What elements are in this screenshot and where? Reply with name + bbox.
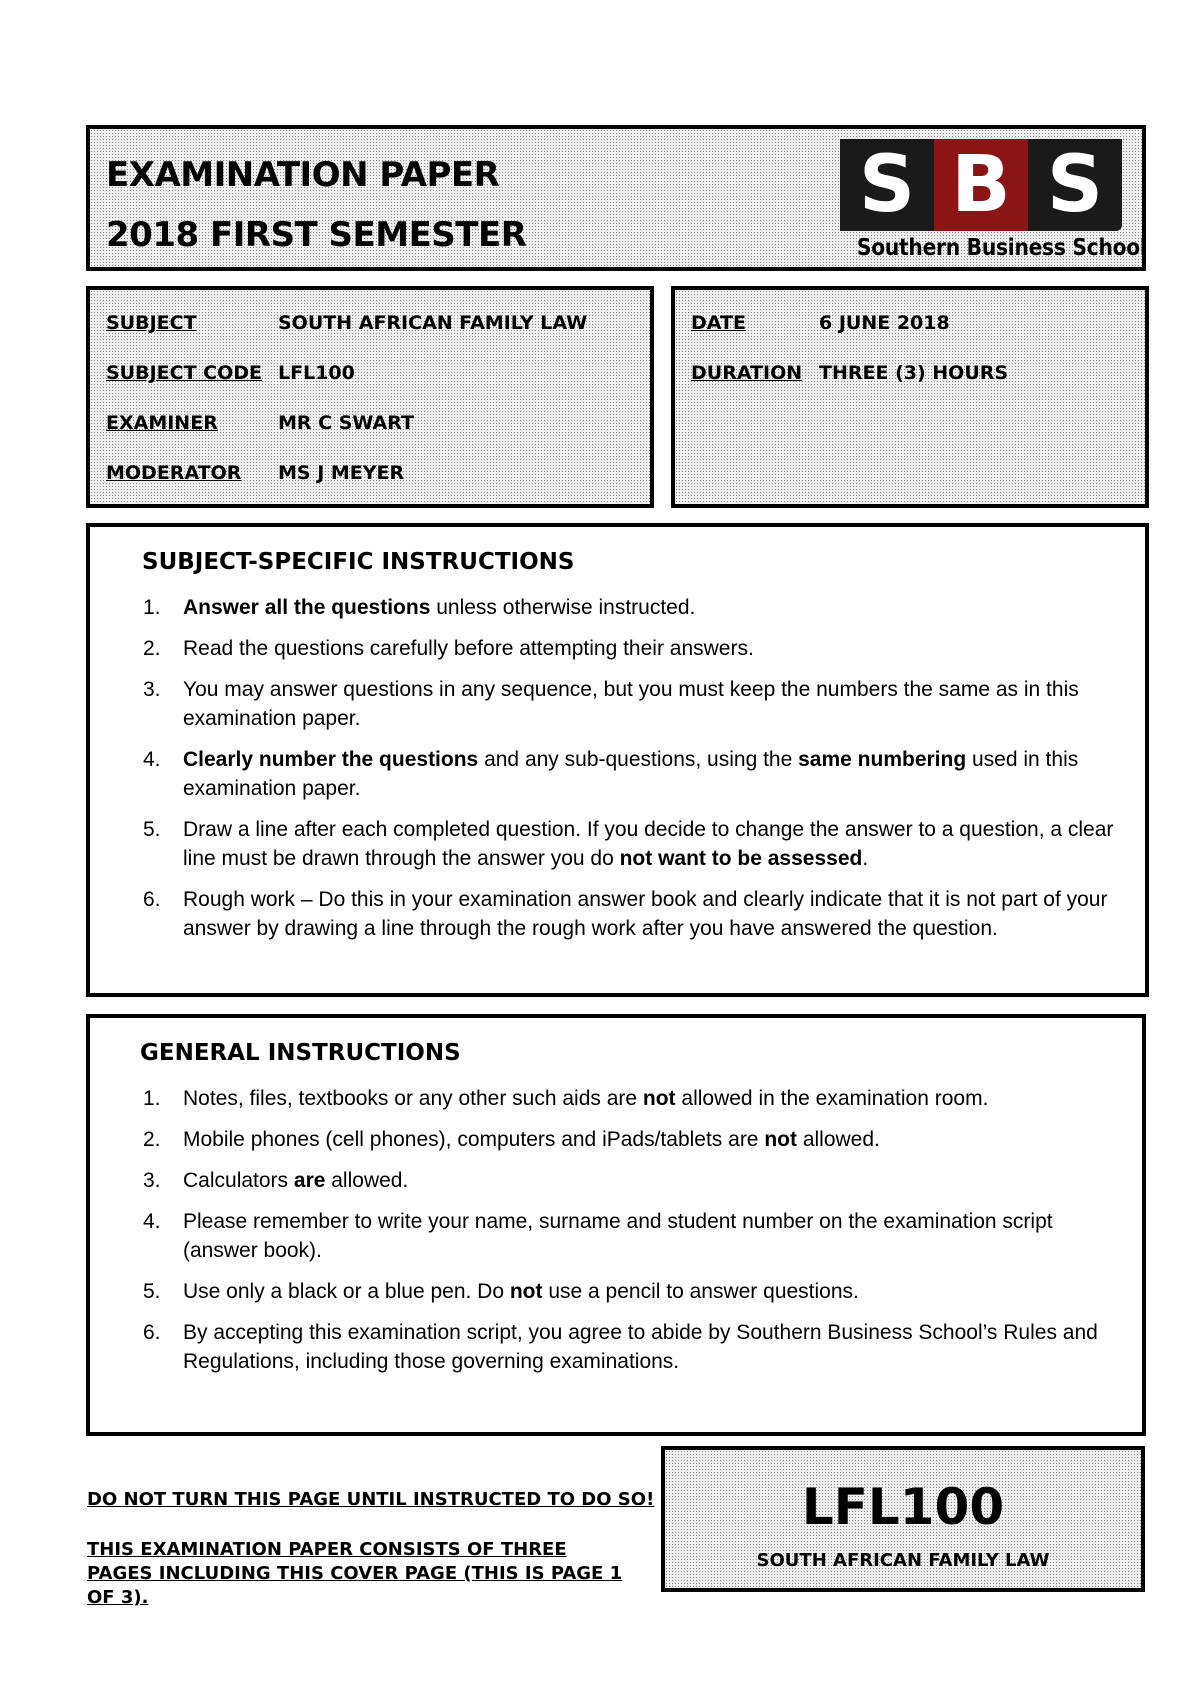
detail-value: MS J MEYER	[278, 462, 405, 484]
list-item	[143, 1125, 1133, 1154]
item-bold: not want to be assessed	[619, 847, 863, 870]
item-text: Please remember to write your name, surname and student number on the examination script (answer book).	[183, 1210, 1053, 1262]
list-item	[143, 675, 1133, 733]
item-number: 5.	[143, 818, 161, 841]
item-bold: Clearly number the questions	[183, 748, 479, 771]
list-item	[143, 745, 1133, 803]
subject-instructions-title: SUBJECT-SPECIFIC INSTRUCTIONS	[142, 549, 575, 575]
details-left-box	[86, 286, 654, 508]
item-text: Mobile phones (cell phones), computers and iPads/tablets are	[183, 1128, 765, 1151]
item-number: 2.	[143, 637, 161, 660]
item-bold: not	[642, 1087, 676, 1110]
list-item	[143, 593, 1133, 622]
subject-instructions-list	[143, 593, 1133, 955]
list-item	[143, 1207, 1133, 1265]
item-text: and any sub-questions, using the	[478, 748, 799, 771]
detail-label: SUBJECT	[106, 312, 197, 334]
item-text: unless otherwise instructed.	[430, 596, 696, 619]
item-text: allowed in the examination room.	[675, 1087, 989, 1110]
detail-value: MR C SWART	[278, 412, 414, 434]
item-number: 3.	[143, 1169, 161, 1192]
item-number: 4.	[143, 748, 161, 771]
list-item	[143, 1084, 1133, 1113]
list-item	[143, 815, 1133, 873]
header-box	[86, 125, 1146, 271]
general-instructions-title: GENERAL INSTRUCTIONS	[140, 1040, 461, 1066]
subject-code: LFL100	[801, 1478, 1005, 1536]
sbs-logo	[840, 139, 1147, 265]
item-text: Draw a line after each completed question. If you decide to change the answer to a question, a clear line must be drawn through the answer you do	[183, 818, 1114, 870]
detail-value: 6 JUNE 2018	[819, 312, 950, 334]
pages-notice: THIS EXAMINATION PAPER CONSISTS OF THREE PAGES INCLUDING THIS COVER PAGE (THIS IS PAGE 1 OF 3).	[87, 1539, 623, 1608]
item-bold: same numbering	[798, 748, 967, 771]
item-number: 2.	[143, 1128, 161, 1151]
semester-title: 2018 FIRST SEMESTER	[106, 215, 527, 255]
logo-blocks	[840, 139, 1122, 231]
detail-label: SUBJECT CODE	[106, 362, 263, 384]
item-bold: Answer all the questions	[183, 596, 431, 619]
detail-label: EXAMINER	[106, 412, 218, 434]
item-text: Calculators	[183, 1169, 294, 1192]
item-bold: are	[293, 1169, 326, 1192]
detail-label: MODERATOR	[106, 462, 242, 484]
item-text: Notes, files, textbooks or any other such aids are	[183, 1087, 643, 1110]
detail-value: SOUTH AFRICAN FAMILY LAW	[278, 312, 588, 334]
item-number: 1.	[143, 1087, 161, 1110]
detail-label: DURATION	[691, 362, 803, 384]
logo-letter-b: B	[934, 139, 1028, 231]
item-number: 1.	[143, 596, 161, 619]
item-text: use a pencil to answer questions.	[542, 1280, 859, 1303]
item-text: allowed.	[796, 1128, 880, 1151]
exam-title: EXAMINATION PAPER	[106, 155, 500, 195]
details-right-box	[671, 286, 1149, 508]
detail-label: DATE	[691, 312, 746, 334]
item-number: 6.	[143, 1321, 161, 1344]
subject-instructions-box	[86, 523, 1149, 997]
general-instructions-list	[143, 1084, 1133, 1388]
item-bold: not	[509, 1280, 543, 1303]
list-item	[143, 885, 1133, 943]
item-number: 4.	[143, 1210, 161, 1233]
detail-value: LFL100	[278, 362, 355, 384]
item-text: .	[862, 847, 869, 870]
item-number: 5.	[143, 1280, 161, 1303]
logo-letter-s2: S	[1028, 139, 1122, 231]
item-text: Read the questions carefully before attempting their answers.	[183, 637, 754, 660]
item-number: 6.	[143, 888, 161, 911]
item-number: 3.	[143, 678, 161, 701]
item-text: By accepting this examination script, you agree to abide by Southern Business School’s Rules and Regulations, including those governing examinations.	[183, 1321, 1098, 1373]
list-item	[143, 1277, 1133, 1306]
logo-letter-s1: S	[840, 139, 934, 231]
general-instructions-box	[86, 1014, 1146, 1436]
item-text: Rough work – Do this in your examination answer book and clearly indicate that it is not part of your answer by drawing a line through the rough work after you have answered the question.	[183, 888, 1108, 940]
item-text: allowed.	[325, 1169, 409, 1192]
list-item	[143, 1166, 1133, 1195]
item-text: used in this examination paper.	[183, 748, 1079, 800]
item-text: Use only a black or a blue pen. Do	[183, 1280, 510, 1303]
list-item	[143, 1318, 1133, 1376]
do-not-turn-notice: DO NOT TURN THIS PAGE UNTIL INSTRUCTED TO DO SO!	[87, 1489, 655, 1510]
subject-name: SOUTH AFRICAN FAMILY LAW	[756, 1550, 1050, 1571]
logo-tagline: Southern Business School	[856, 235, 1147, 261]
subject-code-box	[661, 1446, 1145, 1592]
list-item	[143, 634, 1133, 663]
item-bold: not	[764, 1128, 797, 1151]
detail-value: THREE (3) HOURS	[819, 362, 1009, 384]
item-text: You may answer questions in any sequence, but you must keep the numbers the same as in this examination paper.	[183, 678, 1079, 730]
